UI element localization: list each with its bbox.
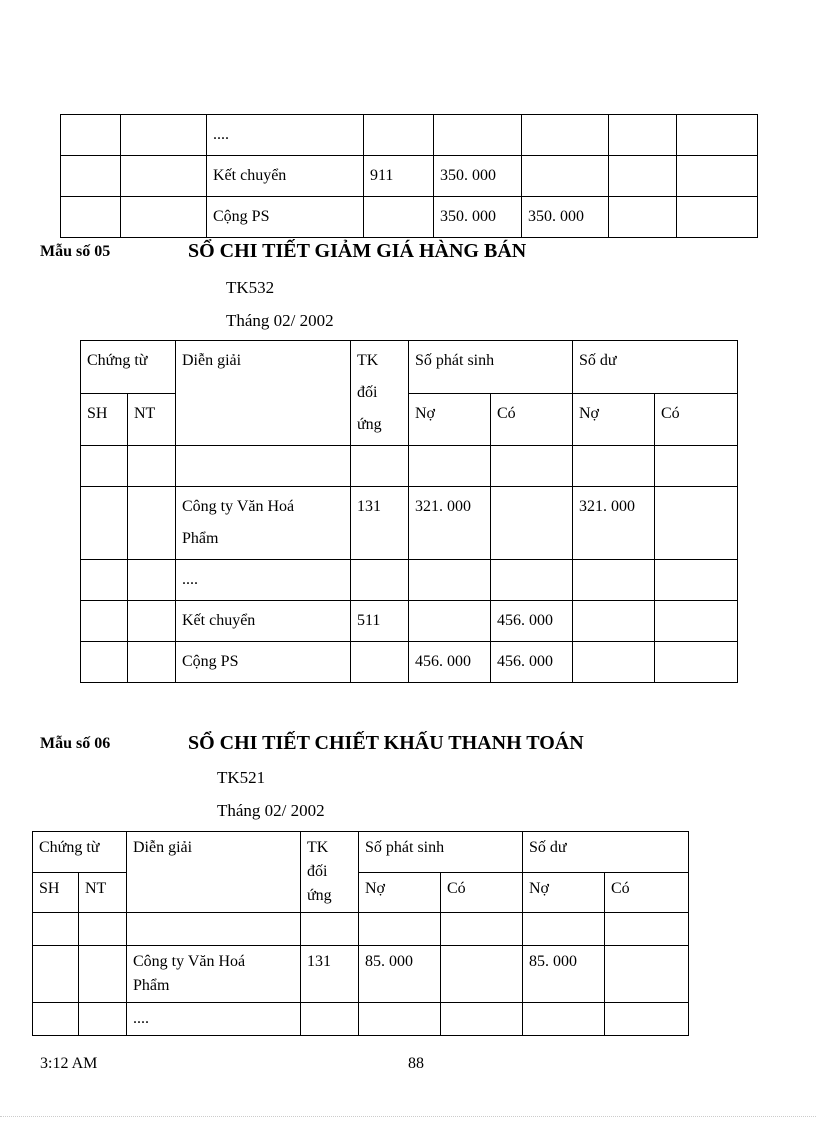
header-du-no: Nợ: [573, 393, 655, 446]
top-ledger-table: [60, 114, 758, 238]
table-row: [33, 1003, 689, 1036]
section-06-title: SỔ CHI TIẾT CHIẾT KHẤU THANH TOÁN: [188, 732, 584, 754]
cell-sh: [81, 487, 128, 560]
cell-ps-co: [491, 487, 573, 560]
header-line: ứng: [307, 887, 332, 904]
table-cell: [61, 197, 121, 238]
header-so-phat-sinh: Số phát sinh: [409, 341, 573, 394]
cell-sh: [81, 642, 128, 683]
cell-ps-no: [359, 913, 441, 946]
table-cell: [522, 115, 609, 156]
cell-ps-co: [491, 446, 573, 487]
cell-ps-co: [441, 913, 523, 946]
header-ps-co: Có: [441, 872, 523, 913]
cell-nt: [128, 642, 176, 683]
table-cell: 350. 000: [522, 197, 609, 238]
ledger-table-06: [32, 831, 689, 1036]
cell-du-no: [523, 1003, 605, 1036]
cell-ps-no: 85. 000: [359, 946, 441, 1003]
cell-du-co: [605, 913, 689, 946]
header-sh: SH: [33, 872, 79, 913]
table-cell: [522, 156, 609, 197]
cell-du-co: [655, 560, 738, 601]
cell-nt: [128, 487, 176, 560]
cell-ps-co: 456. 000: [491, 601, 573, 642]
header-nt: NT: [79, 872, 127, 913]
table-cell: [121, 197, 207, 238]
table-cell: 350. 000: [434, 197, 522, 238]
cell-nt: [128, 446, 176, 487]
table-cell: [121, 115, 207, 156]
table-row: [81, 560, 738, 601]
header-line: đối: [357, 384, 378, 401]
table-cell: [677, 115, 758, 156]
table-cell: [364, 197, 434, 238]
table-cell: 911: [364, 156, 434, 197]
table-row: [81, 446, 738, 487]
table-row: [61, 115, 758, 156]
header-tk-doi-ung: [301, 832, 359, 913]
table-row: [81, 487, 738, 560]
cell-line: Công ty Văn Hoá: [182, 498, 295, 515]
cell-du-co: [605, 946, 689, 1003]
cell-tk: [301, 1003, 359, 1036]
page-number: 88: [408, 1055, 424, 1072]
cell-du-co: [605, 1003, 689, 1036]
header-line: TK: [357, 352, 379, 369]
table-cell: [364, 115, 434, 156]
table-cell: Kết chuyển: [207, 156, 364, 197]
header-ps-co: Có: [491, 393, 573, 446]
cell-dien-giai: [127, 913, 301, 946]
section-06-account: TK521: [217, 768, 266, 787]
header-chung-tu: Chứng từ: [81, 341, 176, 394]
table-cell: [121, 156, 207, 197]
cell-ps-no: [359, 1003, 441, 1036]
header-dien-giai: Diễn giải: [127, 832, 301, 913]
header-nt: NT: [128, 393, 176, 446]
cell-du-co: [655, 601, 738, 642]
table-row: [81, 601, 738, 642]
cell-line: Công ty Văn Hoá: [133, 953, 246, 970]
table-row: [61, 197, 758, 238]
cell-ps-co: 456. 000: [491, 642, 573, 683]
cell-tk: [301, 913, 359, 946]
table-cell: [61, 156, 121, 197]
header-du-no: Nợ: [523, 872, 605, 913]
cell-nt: [79, 913, 127, 946]
cell-dien-giai: ....: [127, 1003, 301, 1036]
cell-du-co: [655, 487, 738, 560]
cell-du-co: [655, 446, 738, 487]
cell-nt: [128, 560, 176, 601]
cell-ps-no: 321. 000: [409, 487, 491, 560]
cell-tk: 131: [351, 487, 409, 560]
cell-dien-giai: Kết chuyển: [176, 601, 351, 642]
header-so-du: Số dư: [573, 341, 738, 394]
table-row: [81, 642, 738, 683]
cell-ps-no: 456. 000: [409, 642, 491, 683]
table-cell: [609, 115, 677, 156]
cell-tk: 131: [301, 946, 359, 1003]
cell-sh: [81, 560, 128, 601]
cell-sh: [81, 446, 128, 487]
header-so-du: Số dư: [523, 832, 689, 873]
header-sh: SH: [81, 393, 128, 446]
cell-nt: [79, 1003, 127, 1036]
cell-dien-giai: [176, 487, 351, 560]
table-cell: [677, 156, 758, 197]
table-cell: [609, 156, 677, 197]
table-cell: ....: [207, 115, 364, 156]
cell-sh: [33, 946, 79, 1003]
cell-ps-no: [409, 446, 491, 487]
cell-ps-no: [409, 560, 491, 601]
table-cell: 350. 000: [434, 156, 522, 197]
cell-line: Phẩm: [182, 530, 219, 547]
header-ps-no: Nợ: [409, 393, 491, 446]
cell-dien-giai: [176, 446, 351, 487]
header-du-co: Có: [655, 393, 738, 446]
header-tk-doi-ung: [351, 341, 409, 446]
form-number-05: Mẫu số 05: [40, 243, 111, 260]
footer-time: 3:12 AM: [40, 1055, 98, 1072]
cell-tk: [351, 446, 409, 487]
cell-ps-co: [441, 946, 523, 1003]
table-cell: [434, 115, 522, 156]
cell-du-no: [573, 560, 655, 601]
table-row: [33, 913, 689, 946]
section-05-period: Tháng 02/ 2002: [226, 311, 334, 330]
cell-ps-no: [409, 601, 491, 642]
cell-dien-giai: Cộng PS: [176, 642, 351, 683]
header-line: ứng: [357, 416, 382, 433]
cell-tk: [351, 642, 409, 683]
header-dien-giai: Diễn giải: [176, 341, 351, 446]
cell-du-no: [573, 601, 655, 642]
cell-line: Phẩm: [133, 977, 170, 994]
cell-du-no: 321. 000: [573, 487, 655, 560]
cell-nt: [128, 601, 176, 642]
table-cell: [609, 197, 677, 238]
cell-du-no: [573, 446, 655, 487]
section-05-title: SỔ CHI TIẾT GIẢM GIÁ HÀNG BÁN: [188, 240, 527, 262]
header-line: TK: [307, 839, 329, 856]
header-ps-no: Nợ: [359, 872, 441, 913]
cell-sh: [81, 601, 128, 642]
section-06-period: Tháng 02/ 2002: [217, 801, 325, 820]
bottom-divider: [0, 1116, 816, 1117]
cell-dien-giai: [127, 946, 301, 1003]
cell-nt: [79, 946, 127, 1003]
form-number-06: Mẫu số 06: [40, 735, 111, 752]
cell-tk: 511: [351, 601, 409, 642]
table-cell: [677, 197, 758, 238]
header-du-co: Có: [605, 872, 689, 913]
table-row: [33, 946, 689, 1003]
table-row: [61, 156, 758, 197]
cell-dien-giai: ....: [176, 560, 351, 601]
section-05-account: TK532: [226, 278, 275, 297]
cell-du-no: [573, 642, 655, 683]
table-cell: [61, 115, 121, 156]
header-so-phat-sinh: Số phát sinh: [359, 832, 523, 873]
ledger-table-05: [80, 340, 738, 683]
table-cell: Cộng PS: [207, 197, 364, 238]
cell-tk: [351, 560, 409, 601]
cell-sh: [33, 913, 79, 946]
cell-du-no: 85. 000: [523, 946, 605, 1003]
cell-du-no: [523, 913, 605, 946]
cell-ps-co: [491, 560, 573, 601]
cell-du-co: [655, 642, 738, 683]
header-line: đối: [307, 863, 328, 880]
cell-sh: [33, 1003, 79, 1036]
cell-ps-co: [441, 1003, 523, 1036]
header-chung-tu: Chứng từ: [33, 832, 127, 873]
